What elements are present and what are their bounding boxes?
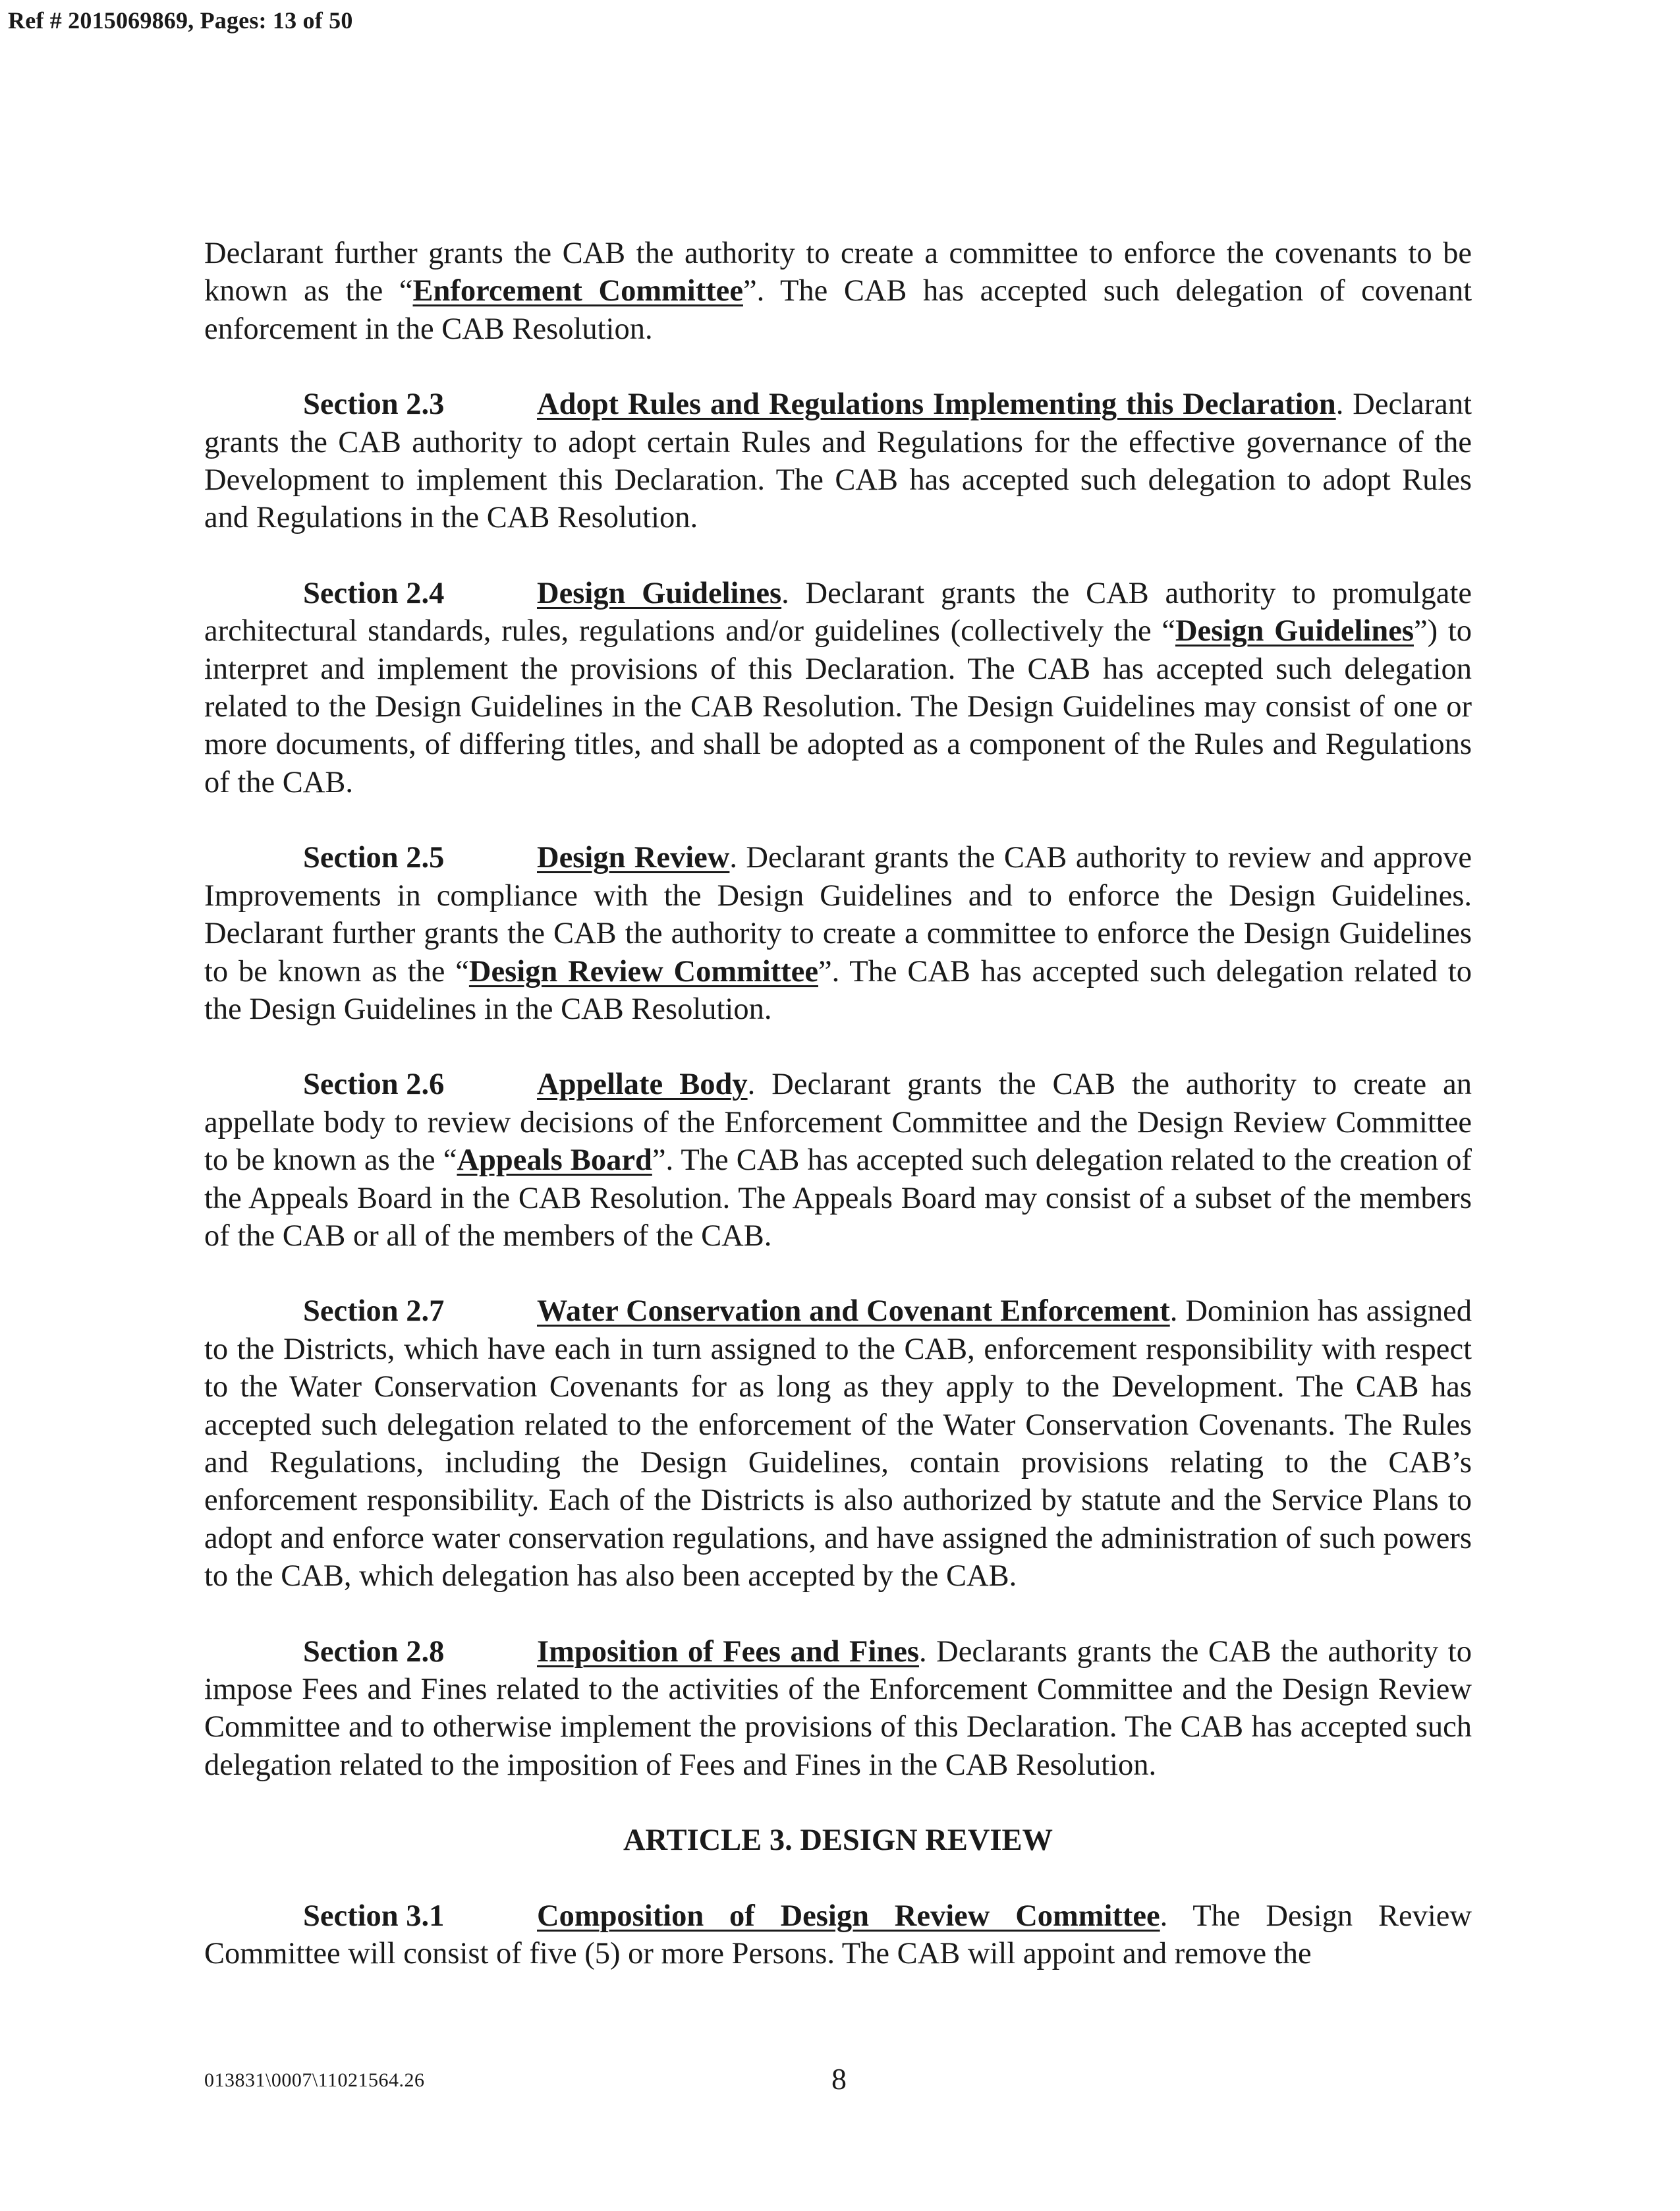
section-3-1-label: Section 3.1 [303,1899,445,1933]
section-2-8-text: . Declarants grants the CAB the authority to impose Fees and Fines related to the activities of the Enforcement Committee and the Design Review Committee and to otherwise implement the provisions of this Declaration. The CAB has accepted such delegation related to the imposition of Fees and Fines in the CAB Resolution. [204,1634,1472,1782]
section-2-4-text-2: ”) to interpret and implement the provisions of this Declaration. The CAB has accepted such delegation related to the Design Guidelines in the CAB Resolution. The Design Guidelines may consist of one or more documents, of differing titles, and shall be adopted as a component of the Rules and Regulations of the CAB. [204,614,1472,799]
article-3-heading: ARTICLE 3. DESIGN REVIEW [623,1823,1053,1858]
section-2-4-title: Design Guidelines [537,576,782,610]
section-2-3-label: Section 2.3 [303,388,445,422]
section-3-1-title: Composition of Design Review Committee [537,1899,1160,1933]
defined-term-appeals-board: Appeals Board [457,1143,652,1178]
intro-paragraph [204,235,1472,348]
intro-text-1: Declarant further grants the CAB the authority to create a committee to enforce the covenants to be known as the “ [204,237,1472,308]
section-2-7-text: . Dominion has assigned to the Districts, which have each in turn assigned to the CAB, enforcement responsibility with respect to the Water Conservation Covenants for as long as they apply to the Development. The CAB has accepted such delegation related to the enforcement of the Water Conservation Covenants. The Rules and Regulations, including the Design Guidelines, contain provisions relating to the CAB’s enforcement responsibility. Each of the Districts is also authorized by statute and the Service Plans to adopt and enforce water conservation regulations, and have assigned the administration of such powers to the CAB, which delegation has also been accepted by the CAB. [204,1294,1472,1594]
recording-reference-header: Ref # 2015069869, Pages: 13 of 50 [8,7,353,34]
intro-text-2: ”. The CAB has accepted such delegation of covenant enforcement in the CAB Resolution. [204,274,1472,346]
section-2-6-text-1: . Declarant grants the CAB the authority to create an appellate body to review decisions of the Enforcement Committee and the Design Review Committee to be known as the “ [204,1068,1472,1178]
section-2-5-text-2: ”. The CAB has accepted such delegation related to the Design Guidelines in the CAB Resolution. [204,954,1472,1026]
page-number: 8 [831,2062,847,2096]
section-2-4-label: Section 2.4 [303,576,445,610]
section-2-8-paragraph [204,1633,1472,1785]
section-2-8-label: Section 2.8 [303,1634,445,1669]
section-2-6-text-2: ”. The CAB has accepted such delegation related to the creation of the Appeals Board in the CAB Resolution. The Appeals Board may consist of a subset of the members of the CAB or all of the members of the CAB. [204,1143,1472,1253]
section-2-7-label: Section 2.7 [303,1294,445,1329]
section-2-3-title: Adopt Rules and Regulations Implementing this Declaration [537,388,1336,422]
document-body [204,235,1472,2010]
defined-term-design-review-committee: Design Review Committee [468,954,818,989]
section-2-4-text-1: . Declarant grants the CAB authority to promulgate architectural standards, rules, regulations and/or guidelines (collectively the “ [204,576,1472,648]
section-2-6-title: Appellate Body [537,1068,748,1102]
section-2-7-title: Water Conservation and Covenant Enforcement [537,1294,1170,1329]
section-2-6-paragraph [204,1066,1472,1255]
section-2-7-paragraph [204,1292,1472,1595]
footer-document-reference: 013831\0007\11021564.26 [204,2069,425,2091]
section-2-5-paragraph [204,839,1472,1028]
section-2-5-label: Section 2.5 [303,841,445,875]
section-2-3-paragraph [204,386,1472,537]
section-2-5-text-1: . Declarant grants the CAB authority to review and approve Improvements in compliance with the Design Guidelines and to enforce the Design Guidelines. Declarant further grants the CAB the authority to create a committee to enforce the Design Guidelines to be known as the “ [204,841,1472,989]
defined-term-enforcement-committee: Enforcement Committee [412,274,743,308]
section-2-8-title: Imposition of Fees and Fines [537,1634,919,1669]
defined-term-design-guidelines: Design Guidelines [1175,614,1414,648]
section-2-3-text: . Declarant grants the CAB authority to adopt certain Rules and Regulations for the effective governance of the Development to implement this Declaration. The CAB has accepted such delegation to adopt Rules and Regulations in the CAB Resolution. [204,388,1472,535]
section-3-1-paragraph [204,1897,1472,1973]
section-3-1-text: . The Design Review Committee will consist of five (5) or more Persons. The CAB will appoint and remove the [204,1899,1472,1971]
section-2-4-paragraph [204,575,1472,801]
section-2-6-label: Section 2.6 [303,1068,445,1102]
section-2-5-title: Design Review [537,841,730,875]
